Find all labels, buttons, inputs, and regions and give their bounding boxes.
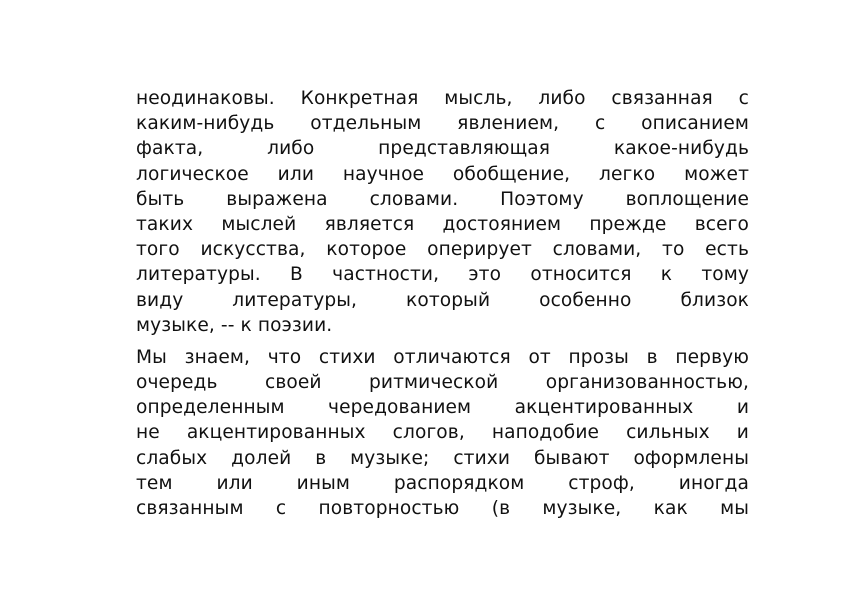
text-line: каким-нибудь отдельным явлением, с описанием (136, 113, 749, 135)
text-line: факта, либо представляющая какое-нибудь (136, 138, 749, 160)
text-line: того искусства, которое оперирует словами, то есть (136, 239, 749, 261)
text-line: очередь своей ритмической организованностью, (136, 372, 749, 394)
text-line: литературы. В частности, это относится к тому (136, 264, 749, 286)
paragraph-2 (136, 345, 749, 521)
body-text (136, 86, 749, 521)
text-line: быть выражена словами. Поэтому воплощение (136, 188, 749, 210)
text-line: виду литературы, который особенно близок (136, 289, 749, 311)
text-line: не акцентированных слогов, наподобие сильных и (136, 422, 749, 444)
text-line: логическое или научное обобщение, легко может (136, 163, 749, 185)
text-line: таких мыслей является достоянием прежде всего (136, 213, 749, 235)
paragraph-1 (136, 86, 749, 338)
text-line: слабых долей в музыке; стихи бывают оформлены (136, 447, 749, 469)
text-line: неодинаковы. Конкретная мысль, либо связанная с (136, 88, 749, 109)
text-line: тем или иным распорядком строф, иногда (136, 472, 749, 494)
text-line: музыке, -- к поэзии. (136, 314, 333, 336)
text-line: связанным с повторностью (в музыке, как мы (136, 498, 749, 519)
text-line: определенным чередованием акцентированных и (136, 397, 749, 419)
text-line: Мы знаем, что стихи отличаются от прозы в первую (136, 346, 749, 368)
